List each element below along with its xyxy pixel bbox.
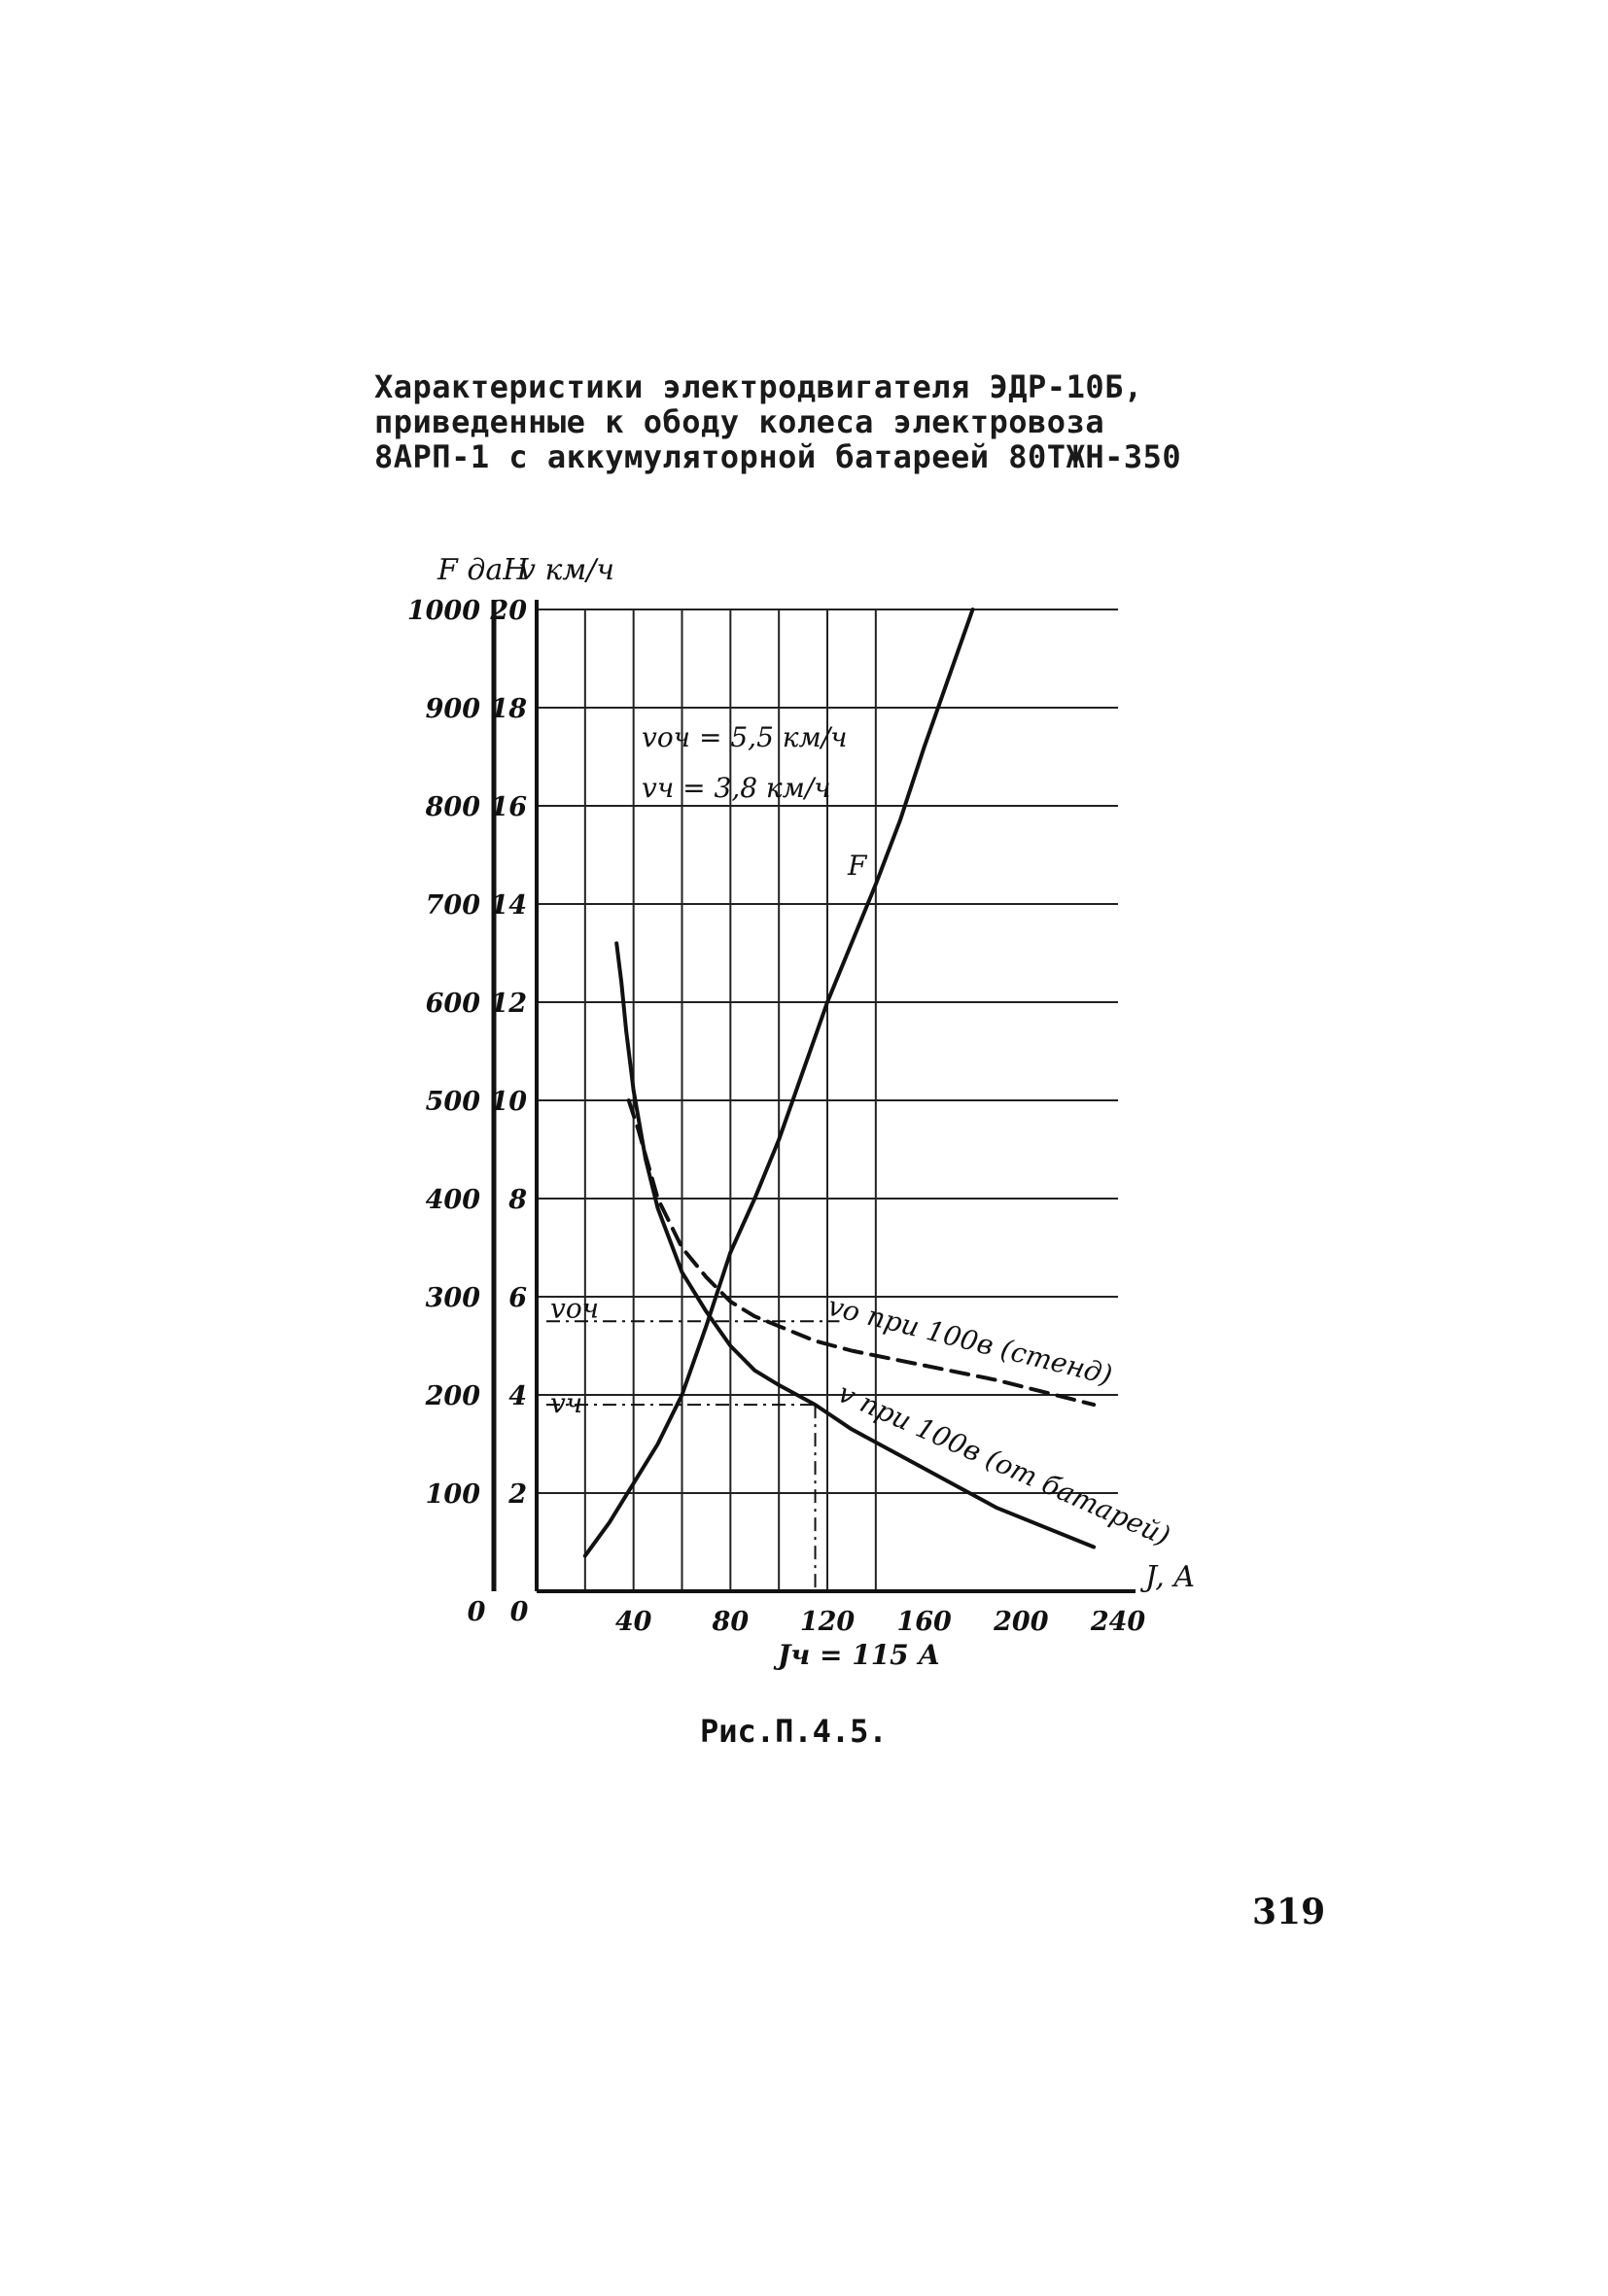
x-tick-label: 160 bbox=[896, 1607, 952, 1637]
v-tick-label: 8 bbox=[508, 1185, 527, 1215]
f-tick-label: 700 bbox=[425, 890, 480, 921]
f-origin-label: 0 bbox=[467, 1597, 486, 1627]
f-tick-label: 200 bbox=[425, 1381, 480, 1411]
x-axis-title: J, A bbox=[1145, 1560, 1196, 1594]
x-tick-label: 80 bbox=[712, 1607, 750, 1637]
f-tick-label: 300 bbox=[425, 1283, 480, 1313]
chart-labels bbox=[437, 553, 1195, 1671]
battery-curve-label: v при 100в (от батарей) bbox=[833, 1376, 1175, 1552]
v-tick-label: 16 bbox=[490, 792, 527, 822]
voch-value-annotation: vоч = 5,5 км/ч bbox=[642, 721, 848, 753]
title-line-2: приведенные к ободу колеса электровоза bbox=[374, 403, 1105, 440]
v-axis-title: v км/ч bbox=[519, 553, 615, 587]
title-line-3: 8АРП-1 с аккумуляторной батареей 80ТЖН-350 bbox=[374, 438, 1182, 475]
f-tick-label: 400 bbox=[425, 1185, 480, 1215]
f-axis-title: F даН bbox=[437, 553, 529, 587]
v-tick-label: 2 bbox=[508, 1479, 527, 1510]
figure-caption: Рис.П.4.5. bbox=[700, 1713, 888, 1750]
page-number: 319 bbox=[1252, 1892, 1326, 1932]
vch-value-annotation: vч = 3,8 км/ч bbox=[642, 772, 831, 804]
v-tick-label: 12 bbox=[490, 989, 527, 1019]
x-tick-label: 240 bbox=[1090, 1607, 1146, 1637]
v-tick-label: 14 bbox=[490, 890, 527, 921]
f-curve-label: F bbox=[848, 850, 867, 882]
v-tick-label: 6 bbox=[508, 1283, 527, 1313]
chart-grid bbox=[537, 609, 1118, 1591]
vch-axis-marker: vч bbox=[550, 1387, 583, 1420]
stand-curve-label: vо при 100в (стенд) bbox=[824, 1289, 1116, 1392]
v-origin-label: 0 bbox=[509, 1597, 529, 1627]
x-tick-label: 120 bbox=[799, 1607, 856, 1637]
f-tick-label: 1000 bbox=[406, 596, 480, 626]
v-tick-label: 18 bbox=[490, 694, 527, 724]
f-tick-label: 800 bbox=[425, 792, 480, 822]
v-tick-label: 10 bbox=[490, 1087, 527, 1117]
f-tick-label: 100 bbox=[425, 1479, 480, 1510]
v-tick-label: 20 bbox=[490, 596, 527, 626]
ich-value-annotation: Jч = 115 А bbox=[778, 1639, 941, 1671]
f-tick-label: 600 bbox=[425, 989, 480, 1019]
v-tick-label: 4 bbox=[508, 1381, 527, 1411]
f-tick-label: 900 bbox=[425, 694, 480, 724]
title-line-1: Характеристики электродвигателя ЭДР-10Б, bbox=[374, 368, 1143, 405]
voch-axis-marker: vоч bbox=[550, 1292, 600, 1325]
x-tick-label: 40 bbox=[614, 1607, 652, 1637]
x-tick-label: 200 bbox=[994, 1607, 1049, 1637]
f-tick-label: 500 bbox=[425, 1087, 480, 1117]
